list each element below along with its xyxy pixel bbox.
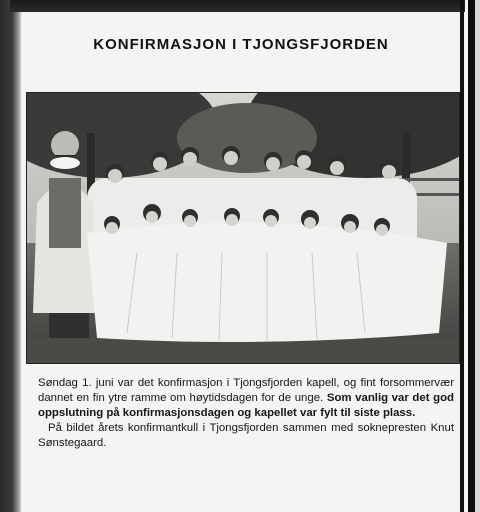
column-rule-thick	[468, 0, 475, 512]
article-headline: KONFIRMASJON I TJONGSFJORDEN	[93, 36, 389, 53]
column-rule	[460, 0, 464, 512]
clipping-right-margin	[475, 0, 480, 512]
caption-text-intro: Søndag 1. juni var det konfirmasjon i Tjongsfjorden kapell, og fint forsommervær dannet en fin ytre ramme om høytidsdagen for de unge.	[38, 377, 454, 404]
photo-illustration	[27, 93, 459, 363]
caption-paragraph-1	[38, 376, 454, 421]
photo-caption	[38, 376, 454, 451]
caption-text-attendance: Som vanlig var det god oppslutning på konfirmasjonsdagen og kapellet var fylt til siste plass.	[38, 392, 454, 419]
clipping-top-edge	[10, 0, 465, 12]
caption-paragraph-2: På bildet årets konfirmantkull i Tjongsfjorden sammen med soknepresten Knut Sønstegaard.	[38, 422, 454, 449]
clipping-left-edge	[0, 0, 22, 512]
group-photo	[26, 92, 460, 364]
